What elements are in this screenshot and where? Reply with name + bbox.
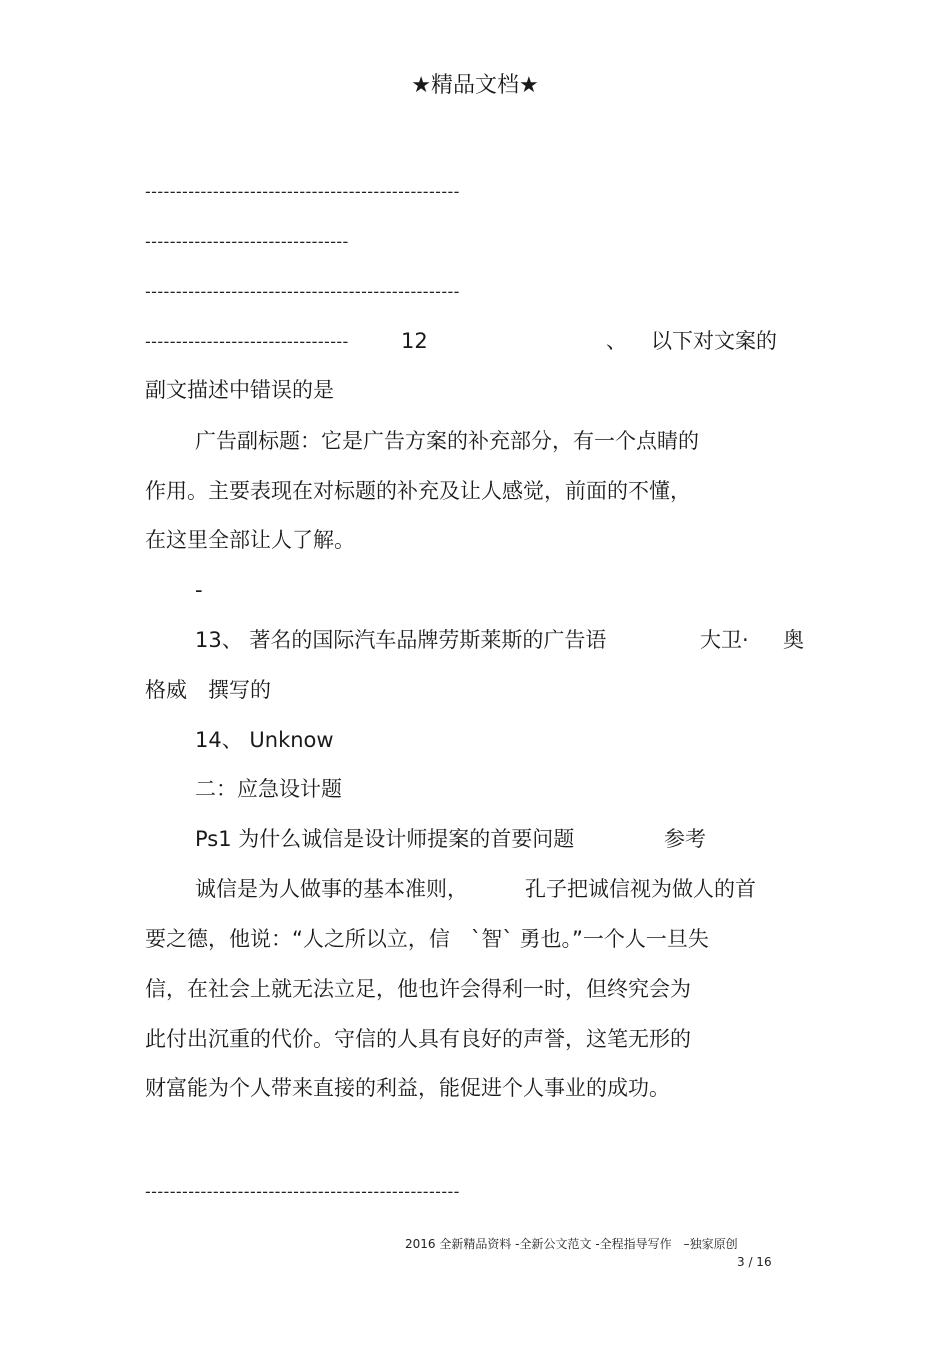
paragraph-line: 财富能为个人带来直接的利益，能促进个人事业的成功。 <box>145 1076 670 1100</box>
question-12-separator: 、 <box>606 329 627 353</box>
question-12-number: 12 <box>401 329 428 353</box>
paragraph-line: 信，在社会上就无法立足，他也许会得利一时，但终究会为 <box>145 977 691 1001</box>
paragraph-line: 孔子把诚信视为做人的首 <box>525 877 756 901</box>
question-13-continuation: 格威 撰写的 <box>145 678 271 702</box>
question-12-continuation: 副文描述中错误的是 <box>145 378 334 402</box>
paragraph-line: 要之德，他说：“人之所以立，信 `智` 勇也。”一个人一旦失 <box>145 927 709 951</box>
paragraph-line: 在这里全部让人了解。 <box>145 528 355 552</box>
paragraph-line: 此付出沉重的代价。守信的人具有良好的声誉，这笔无形的 <box>145 1027 691 1051</box>
dash-separator-line: --------------------------------------------------- <box>145 182 460 201</box>
dash-separator-line: --------------------------------- <box>145 232 349 251</box>
paragraph-line: 作用。主要表现在对标题的补充及让人感觉，前面的不懂， <box>145 479 691 503</box>
dash-separator-line: --------------------------------------------------- <box>145 1182 460 1201</box>
ps1-reference-label: 参考 <box>664 827 706 851</box>
lone-dash: - <box>195 578 203 602</box>
page-number: 3 / 16 <box>737 1255 772 1269</box>
dash-separator-line: --------------------------------------------------- <box>145 282 460 301</box>
paragraph-line: 诚信是为人做事的基本准则， <box>195 877 468 901</box>
page-header-title: ★精品文档★ <box>411 73 539 98</box>
question-12-text: 以下对文案的 <box>651 329 777 353</box>
question-13-text: 13、 著名的国际汽车品牌劳斯莱斯的广告语 <box>195 628 607 652</box>
question-13-name-part2: 奥 <box>783 628 804 652</box>
question-13-name-part1: 大卫· <box>700 628 749 652</box>
paragraph-line: 广告副标题：它是广告方案的补充部分，有一个点睛的 <box>195 429 699 453</box>
question-14-text: 14、 Unknow <box>195 728 334 752</box>
footer-text: 2016 全新精品资料 -全新公文范文 -全程指导写作 –独家原创 <box>405 1237 738 1251</box>
dash-separator-line: --------------------------------- <box>145 332 349 351</box>
ps1-question: Ps1 为什么诚信是设计师提案的首要问题 <box>195 827 575 851</box>
section-2-title: 二：应急设计题 <box>195 777 342 801</box>
